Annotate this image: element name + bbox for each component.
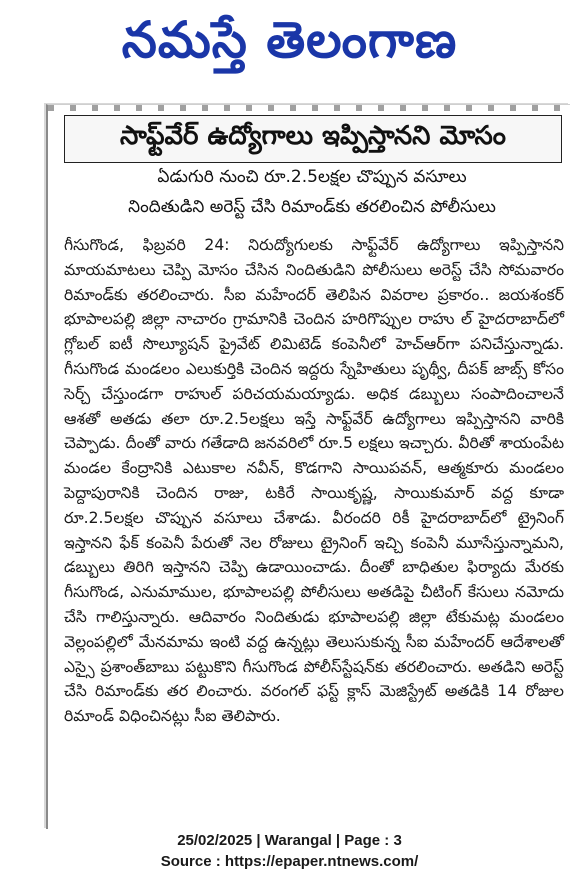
edition-info: 25/02/2025 | Warangal | Page : 3 <box>177 832 402 849</box>
article-subheadline-2: నిందితుడిని అరెస్ట్ చేసి రిమాండ్‌కు తరలించిన పోలీసులు <box>128 197 496 217</box>
article-body: గీసుగొండ, ఫిబ్రవరి 24: నిరుద్యోగులకు సాఫ్ట్‌వేర్ ఉద్యోగాలు ఇప్పిస్తానని మాయమాటలు చెప్పి మోసం చేసిన నిందితుడిని పోలీసులు అరెస్ట్ చేసి సోమవారం రిమాండ్‌కు తరలించారు. సీఐ మహేందర్ తెలిపిన వివరాల ప్రకారం.. జయశంకర్ భూపాలపల్లి జిల్లా నాచారం గ్రామానికి చెందిన హరిగొప్పుల రాహు ల్ హైదరాబాద్‌లో గ్లోబల్ ఐటీ సొల్యూషన్ ప్రైవేట్ లిమిటెడ్ కంపెనీలో హెచ్‌ఆర్‌గా పనిచేస్తున్నాడు. గీసుగొండ మండలం ఎలుకుర్తికి చెందిన ఇద్దరు స్నేహితులు పృథ్వీ, దీపక్ జాబ్స్ కోసం సెర్చ్ చేస్తుండగా రాహుల్ పరిచయమయ్యాడు. అధిక డబ్బులు సంపాదించాలనే ఆశతో అతడు తలా రూ.2.5లక్షలు ఇస్తే సాఫ్ట్‌వేర్ ఉద్యోగాలు ఇప్పిస్తానని వారికి చెప్పాడు. దీంతో వారు గతేడాది జనవరిలో రూ.5 లక్షలు ఇచ్చారు. వీరితో శాయంపేట మండల కేంద్రానికి ఎటుకాల నవీన్, కొడగాని సాయిపవన్, ఆత్మకూరు మండలం పెద్దాపురానికి చెందిన రాజు, టకిరే సాయికృష్ణ, సాయికుమార్ వద్ద కూడా రూ.2.5లక్షల చొప్పున వసూలు చేశాడు. వీరందరి రికీ హైదరాబాద్‌లో ట్రైనింగ్ ఇస్తానని ఫేక్ కంపెనీ పేరుతో నెల రోజులు ట్రైనింగ్ ఇచ్చి కంపెనీ మూసేస్తున్నామని, డబ్బులు తిరిగి ఇస్తానని చెప్పి ఉడాయించాడు. దీంతో బాధితుల ఫిర్యాదు మేరకు గీసుగొండ, ఎనుమాముల, భూపాలపల్లి పోలీసులు అతడిపై చీటింగ్ కేసులు నమోదు చేసి గాలిస్తున్నారు. ఆదివారం నిందితుడు భూపాలపల్లి జిల్లా టేకుమట్ల మండలం వెల్లంపల్లిలో మేనమామ ఇంటి వద్ద ఉన్నట్లు తెలుసుకున్న సీఐ మహేందర్ ఆదేశాలతో ఎస్సై ప్రశాంత్‌బాబు పట్టుకొని గీసుగొండ పోలీస్‌స్టేషన్‌కు తరలించారు. అతడిని అరెస్ట్ చేసి రిమాండ్‌కు తర లించారు. వరంగల్ ఫస్ట్ క్లాస్ మెజిస్ట్రేట్ అతడికి 14 రోజుల రిమాండ్ విధించినట్లు సీఐ తెలిపారు. <box>64 236 564 726</box>
article-headline: సాఫ్ట్‌వేర్ ఉద్యోగాలు ఇప్పిస్తానని మోసం <box>120 121 506 151</box>
newspaper-logo: నమస్తే తెలంగాణ <box>121 11 458 69</box>
masthead <box>0 0 579 80</box>
headline-box <box>64 115 562 163</box>
clipping-torn-edge <box>48 105 570 111</box>
news-clipping <box>46 104 570 829</box>
source-link[interactable]: Source : https://epaper.ntnews.com/ <box>160 853 419 870</box>
article-subheadline-1: ఏడుగురి నుంచి రూ.2.5లక్షల చొప్పున వసూలు <box>157 167 467 187</box>
